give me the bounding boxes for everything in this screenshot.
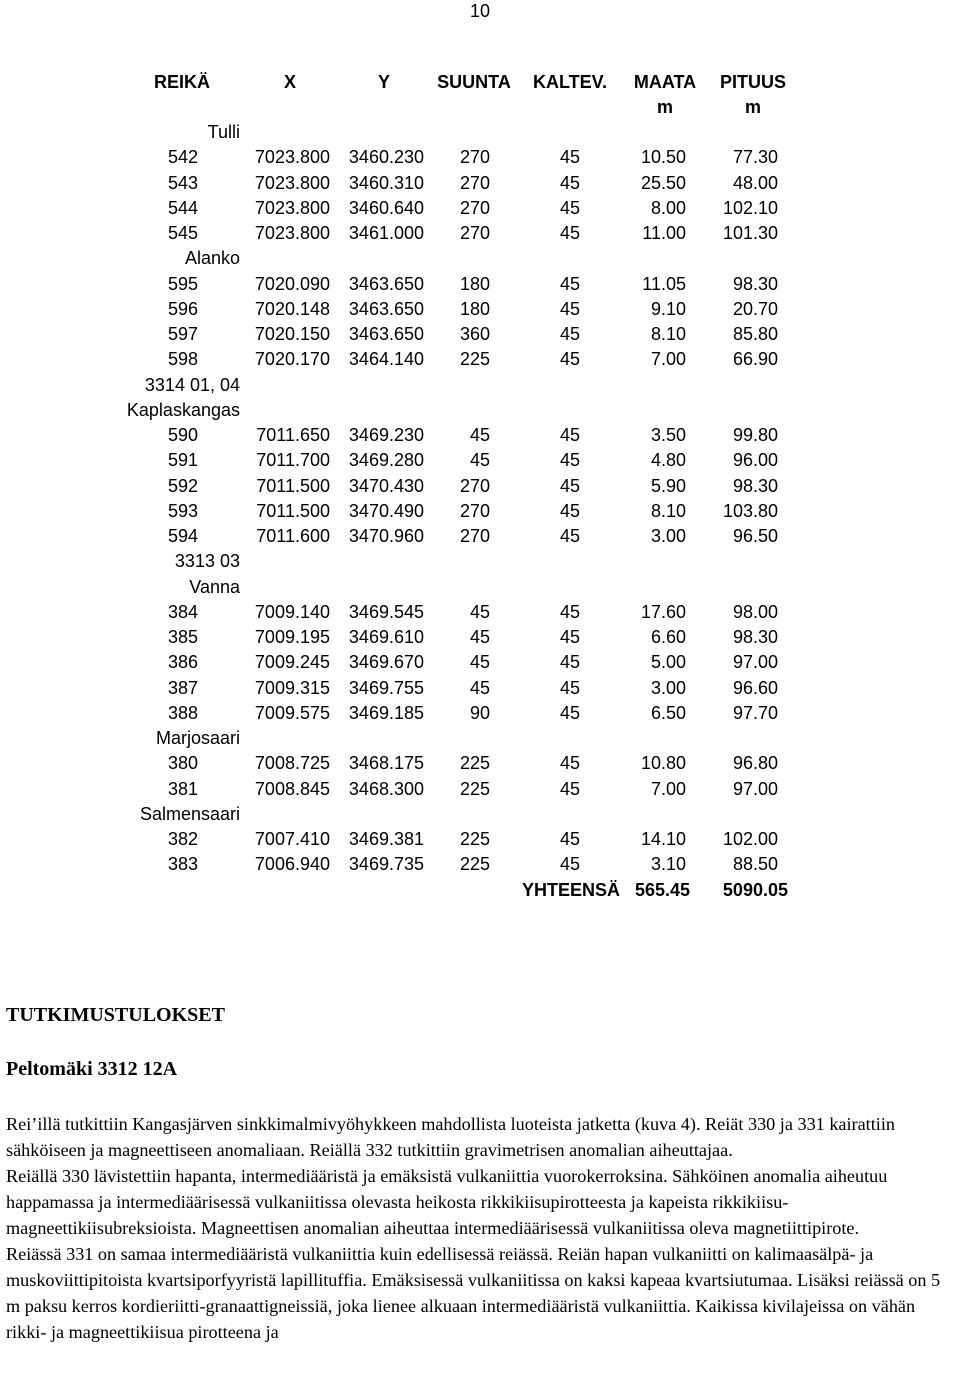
table-group-row (0, 246, 960, 271)
cell-maata: 6.60 (650, 627, 686, 647)
cell-y: 3464.140 (348, 349, 424, 370)
cell-suunta: 225 (459, 778, 490, 799)
cell-suunta: 270 (459, 475, 490, 496)
cell-reika: 386 (167, 652, 198, 673)
cell-y: 3470.960 (348, 526, 424, 546)
cell-x: 7009.575 (254, 702, 330, 723)
header-maata: MAATA (633, 72, 697, 92)
cell-maata: 7.00 (650, 778, 686, 799)
cell-reika: 595 (167, 273, 198, 294)
cell-suunta: 270 (459, 223, 490, 243)
cell-y: 3469.610 (348, 627, 424, 647)
section-title: TUTKIMUSTULOKSET (6, 1004, 225, 1026)
cell-y: 3469.755 (348, 677, 424, 698)
cell-pituus: 102.10 (722, 197, 778, 218)
cell-kaltev: 45 (559, 197, 580, 218)
cell-maata: 6.50 (650, 702, 686, 723)
cell-pituus: 88.50 (732, 854, 778, 875)
cell-reika: 381 (167, 778, 198, 799)
cell-maata: 17.60 (640, 601, 686, 622)
cell-suunta: 270 (459, 197, 490, 218)
cell-reika: 543 (167, 172, 198, 193)
group-label: 3313 03 (174, 551, 240, 572)
cell-kaltev: 45 (559, 627, 580, 647)
cell-suunta: 270 (459, 147, 490, 168)
group-label: Salmensaari (139, 803, 240, 824)
cell-x: 7009.195 (254, 627, 330, 647)
cell-maata: 5.90 (650, 475, 686, 496)
cell-x: 7009.245 (254, 652, 330, 673)
cell-pituus: 96.60 (732, 677, 778, 698)
cell-y: 3469.185 (348, 702, 424, 723)
cell-pituus: 97.00 (732, 778, 778, 799)
cell-x: 7009.140 (254, 601, 330, 622)
table-row (0, 499, 960, 524)
table-group-row (0, 398, 960, 423)
cell-pituus: 96.50 (732, 526, 778, 546)
cell-x: 7023.800 (254, 172, 330, 193)
table-row (0, 145, 960, 170)
cell-suunta: 45 (469, 601, 490, 622)
cell-x: 7020.090 (254, 273, 330, 294)
cell-reika: 383 (167, 854, 198, 875)
cell-suunta: 180 (459, 273, 490, 294)
cell-pituus: 96.80 (732, 753, 778, 774)
table-row (0, 751, 960, 776)
table-row (0, 827, 960, 852)
table-row (0, 650, 960, 675)
cell-suunta: 45 (469, 652, 490, 673)
cell-pituus: 103.80 (722, 500, 778, 521)
cell-pituus: 85.80 (732, 324, 778, 344)
subsection-title: Peltomäki 3312 12A (6, 1058, 178, 1080)
cell-suunta: 360 (459, 324, 490, 344)
cell-y: 3463.650 (348, 298, 424, 319)
table-row (0, 171, 960, 196)
table-total-row (0, 878, 960, 903)
cell-reika: 388 (167, 702, 198, 723)
cell-kaltev: 45 (559, 500, 580, 521)
cell-x: 7008.845 (254, 778, 330, 799)
cell-y: 3468.300 (348, 778, 424, 799)
table-group-row (0, 373, 960, 398)
cell-reika: 596 (167, 298, 198, 319)
cell-maata: 8.00 (650, 197, 686, 218)
cell-y: 3469.280 (348, 450, 424, 471)
table-group-row (0, 575, 960, 600)
cell-reika: 592 (167, 475, 198, 496)
cell-x: 7011.600 (256, 526, 330, 546)
table-row (0, 297, 960, 322)
cell-maata: 4.80 (650, 450, 686, 471)
table-row (0, 347, 960, 372)
table-group-row (0, 802, 960, 827)
cell-kaltev: 45 (559, 425, 580, 445)
cell-suunta: 45 (469, 450, 490, 471)
cell-reika: 591 (167, 450, 198, 471)
cell-y: 3470.490 (348, 500, 424, 521)
cell-pituus: 77.30 (732, 147, 778, 168)
cell-pituus: 102.00 (722, 829, 778, 849)
cell-kaltev: 45 (559, 223, 580, 243)
cell-maata: 10.80 (640, 753, 686, 774)
header-x: X (283, 72, 296, 92)
cell-x: 7007.410 (254, 829, 330, 849)
cell-reika: 594 (167, 526, 198, 546)
paragraph: Rei’illä tutkittiin Kangasjärven sinkkimalmivyöhykkeen mahdollista luoteista jatketta (kuva 4). Reiät 330 ja 331 kairattiin sähköiseen ja magneettiseen anomaliaan. Reiällä 332 tutkittiin gravimetrisen anomalian aiheuttajaa. (6, 1114, 895, 1160)
cell-pituus: 98.30 (732, 475, 778, 496)
cell-maata: 14.10 (640, 829, 686, 849)
cell-suunta: 45 (469, 425, 490, 445)
cell-y: 3470.430 (348, 475, 424, 496)
cell-y: 3460.640 (348, 197, 424, 218)
cell-kaltev: 45 (559, 475, 580, 496)
cell-maata: 3.00 (650, 677, 686, 698)
cell-reika: 380 (167, 753, 198, 774)
cell-x: 7011.500 (256, 475, 330, 496)
cell-maata: 11.05 (642, 273, 686, 294)
cell-y: 3460.310 (348, 172, 424, 193)
table-header-row (0, 70, 960, 95)
table-row (0, 448, 960, 473)
table-row (0, 625, 960, 650)
cell-pituus: 97.00 (732, 652, 778, 673)
cell-reika: 598 (167, 349, 198, 370)
cell-kaltev: 45 (559, 273, 580, 294)
cell-kaltev: 45 (559, 601, 580, 622)
cell-suunta: 270 (459, 172, 490, 193)
cell-pituus: 96.00 (732, 450, 778, 471)
cell-maata: 8.10 (650, 324, 686, 344)
group-label: Tulli (207, 122, 240, 142)
table-row (0, 474, 960, 499)
cell-suunta: 225 (459, 829, 490, 849)
cell-suunta: 270 (459, 526, 490, 546)
paragraph: Reiässä 331 on samaa intermediääristä vulkaniittia kuin edellisessä reiässä. Reiän hapan vulkaniitti on kalimaasälpä- ja muskoviittipitoista kvartsiporfyyristä lapillituffia. Emäksisessä vulkaniitissa on kaksi kapeaa kvartsiutumaa. Lisäksi reiässä on 5 m paksu kerros kordieriitti-granaattigneissiä, joka lienee alkuaan intermediääristä vulkaniittia. Kaikissa kivilajeissa on vähän rikki- ja magneettikiisua pirotteena ja (6, 1244, 941, 1342)
group-label: Kaplaskangas (126, 399, 240, 420)
cell-kaltev: 45 (559, 677, 580, 698)
group-label: Marjosaari (155, 728, 240, 748)
cell-y: 3463.650 (348, 324, 424, 344)
cell-reika: 542 (167, 147, 198, 168)
cell-maata: 3.10 (650, 854, 686, 875)
cell-y: 3469.381 (348, 829, 424, 849)
cell-suunta: 180 (459, 298, 490, 319)
cell-suunta: 225 (459, 854, 490, 875)
cell-suunta: 225 (459, 349, 490, 370)
cell-y: 3463.650 (348, 273, 424, 294)
cell-x: 7020.170 (254, 349, 330, 370)
cell-maata: 7.00 (650, 349, 686, 370)
cell-suunta: 45 (469, 677, 490, 698)
cell-y: 3469.230 (348, 425, 424, 445)
cell-maata: 3.50 (650, 425, 686, 445)
cell-pituus: 99.80 (732, 425, 778, 445)
cell-pituus: 48.00 (732, 172, 778, 193)
cell-reika: 544 (167, 197, 198, 218)
cell-kaltev: 45 (559, 172, 580, 193)
header-pituus: PITUUS (719, 72, 786, 92)
header-pituus-unit: m (744, 97, 761, 117)
cell-y: 3468.175 (348, 753, 424, 774)
header-suunta: SUUNTA (437, 72, 511, 92)
cell-x: 7020.148 (254, 298, 330, 319)
cell-maata: 25.50 (640, 172, 686, 193)
total-pituus: 5090.05 (722, 879, 788, 900)
cell-kaltev: 45 (559, 854, 580, 875)
cell-reika: 387 (167, 677, 198, 698)
paragraph: Reiällä 330 lävistettiin hapanta, intermediääristä ja emäksistä vulkaniittia vuorokerroksina. Sähköinen anomalia aiheutuu happamassa ja intermediäärisessä vulkaniitissa olevasta heikosta rikkikiisupirotteesta ja kapeista rikkikiisu-magneettikiisubreksioista. Magneettisen anomalian aiheuttaa intermediäärisessä vulkaniitissa oleva magnetiittipirote. (6, 1166, 888, 1238)
table-row (0, 852, 960, 877)
cell-reika: 597 (167, 324, 198, 344)
cell-pituus: 97.70 (732, 702, 778, 723)
cell-pituus: 101.30 (722, 223, 778, 243)
total-label: YHTEENSÄ (521, 879, 620, 900)
cell-kaltev: 45 (559, 349, 580, 370)
header-maata-unit: m (656, 97, 673, 117)
cell-y: 3461.000 (348, 223, 424, 243)
cell-kaltev: 45 (559, 753, 580, 774)
cell-kaltev: 45 (559, 778, 580, 799)
table-group-row (0, 549, 960, 574)
table-row (0, 676, 960, 701)
body-text (6, 1111, 956, 1345)
cell-y: 3460.230 (348, 147, 424, 168)
cell-reika: 384 (167, 601, 198, 622)
cell-kaltev: 45 (559, 702, 580, 723)
cell-x: 7011.700 (256, 450, 330, 471)
cell-suunta: 45 (469, 627, 490, 647)
cell-pituus: 20.70 (732, 298, 778, 319)
header-kaltev: KALTEV. (532, 72, 607, 92)
table-group-row (0, 726, 960, 751)
cell-kaltev: 45 (559, 526, 580, 546)
cell-kaltev: 45 (559, 298, 580, 319)
cell-suunta: 90 (469, 702, 490, 723)
group-label: Vanna (189, 576, 240, 597)
cell-x: 7008.725 (254, 753, 330, 774)
cell-kaltev: 45 (559, 147, 580, 168)
cell-kaltev: 45 (559, 652, 580, 673)
cell-reika: 590 (167, 425, 198, 445)
cell-kaltev: 45 (559, 450, 580, 471)
cell-reika: 382 (167, 829, 198, 849)
cell-kaltev: 45 (559, 324, 580, 344)
cell-kaltev: 45 (559, 829, 580, 849)
table-row (0, 777, 960, 802)
cell-x: 7011.650 (256, 425, 330, 445)
table-row (0, 600, 960, 625)
cell-maata: 9.10 (650, 298, 686, 319)
table-row (0, 524, 960, 549)
table-row (0, 272, 960, 297)
cell-maata: 8.10 (650, 500, 686, 521)
cell-reika: 545 (167, 223, 198, 243)
cell-reika: 593 (167, 500, 198, 521)
cell-x: 7006.940 (254, 854, 330, 875)
cell-x: 7009.315 (254, 677, 330, 698)
table-row (0, 701, 960, 726)
cell-x: 7023.800 (254, 197, 330, 218)
group-label: 3314 01, 04 (144, 374, 240, 395)
table-row (0, 221, 960, 246)
cell-maata: 5.00 (650, 652, 686, 673)
cell-x: 7023.800 (254, 223, 330, 243)
group-label: Alanko (184, 248, 240, 269)
cell-y: 3469.670 (348, 652, 424, 673)
table-row (0, 423, 960, 448)
total-maata: 565.45 (634, 879, 690, 900)
cell-maata: 10.50 (640, 147, 686, 168)
cell-suunta: 225 (459, 753, 490, 774)
cell-pituus: 98.30 (732, 627, 778, 647)
table-row (0, 322, 960, 347)
cell-pituus: 98.30 (732, 273, 778, 294)
cell-maata: 11.00 (642, 223, 686, 243)
header-y: Y (377, 72, 390, 92)
header-reika: REIKÄ (153, 72, 210, 92)
cell-x: 7020.150 (254, 324, 330, 344)
cell-pituus: 98.00 (732, 601, 778, 622)
cell-y: 3469.735 (348, 854, 424, 875)
cell-pituus: 66.90 (732, 349, 778, 370)
table-group-row (0, 120, 960, 145)
cell-y: 3469.545 (348, 601, 424, 622)
table-row (0, 196, 960, 221)
cell-x: 7011.500 (256, 500, 330, 521)
cell-maata: 3.00 (650, 526, 686, 546)
table-header-units (0, 95, 960, 120)
page-number: 10 (469, 1, 491, 21)
cell-reika: 385 (167, 627, 198, 647)
cell-x: 7023.800 (254, 147, 330, 168)
cell-suunta: 270 (459, 500, 490, 521)
